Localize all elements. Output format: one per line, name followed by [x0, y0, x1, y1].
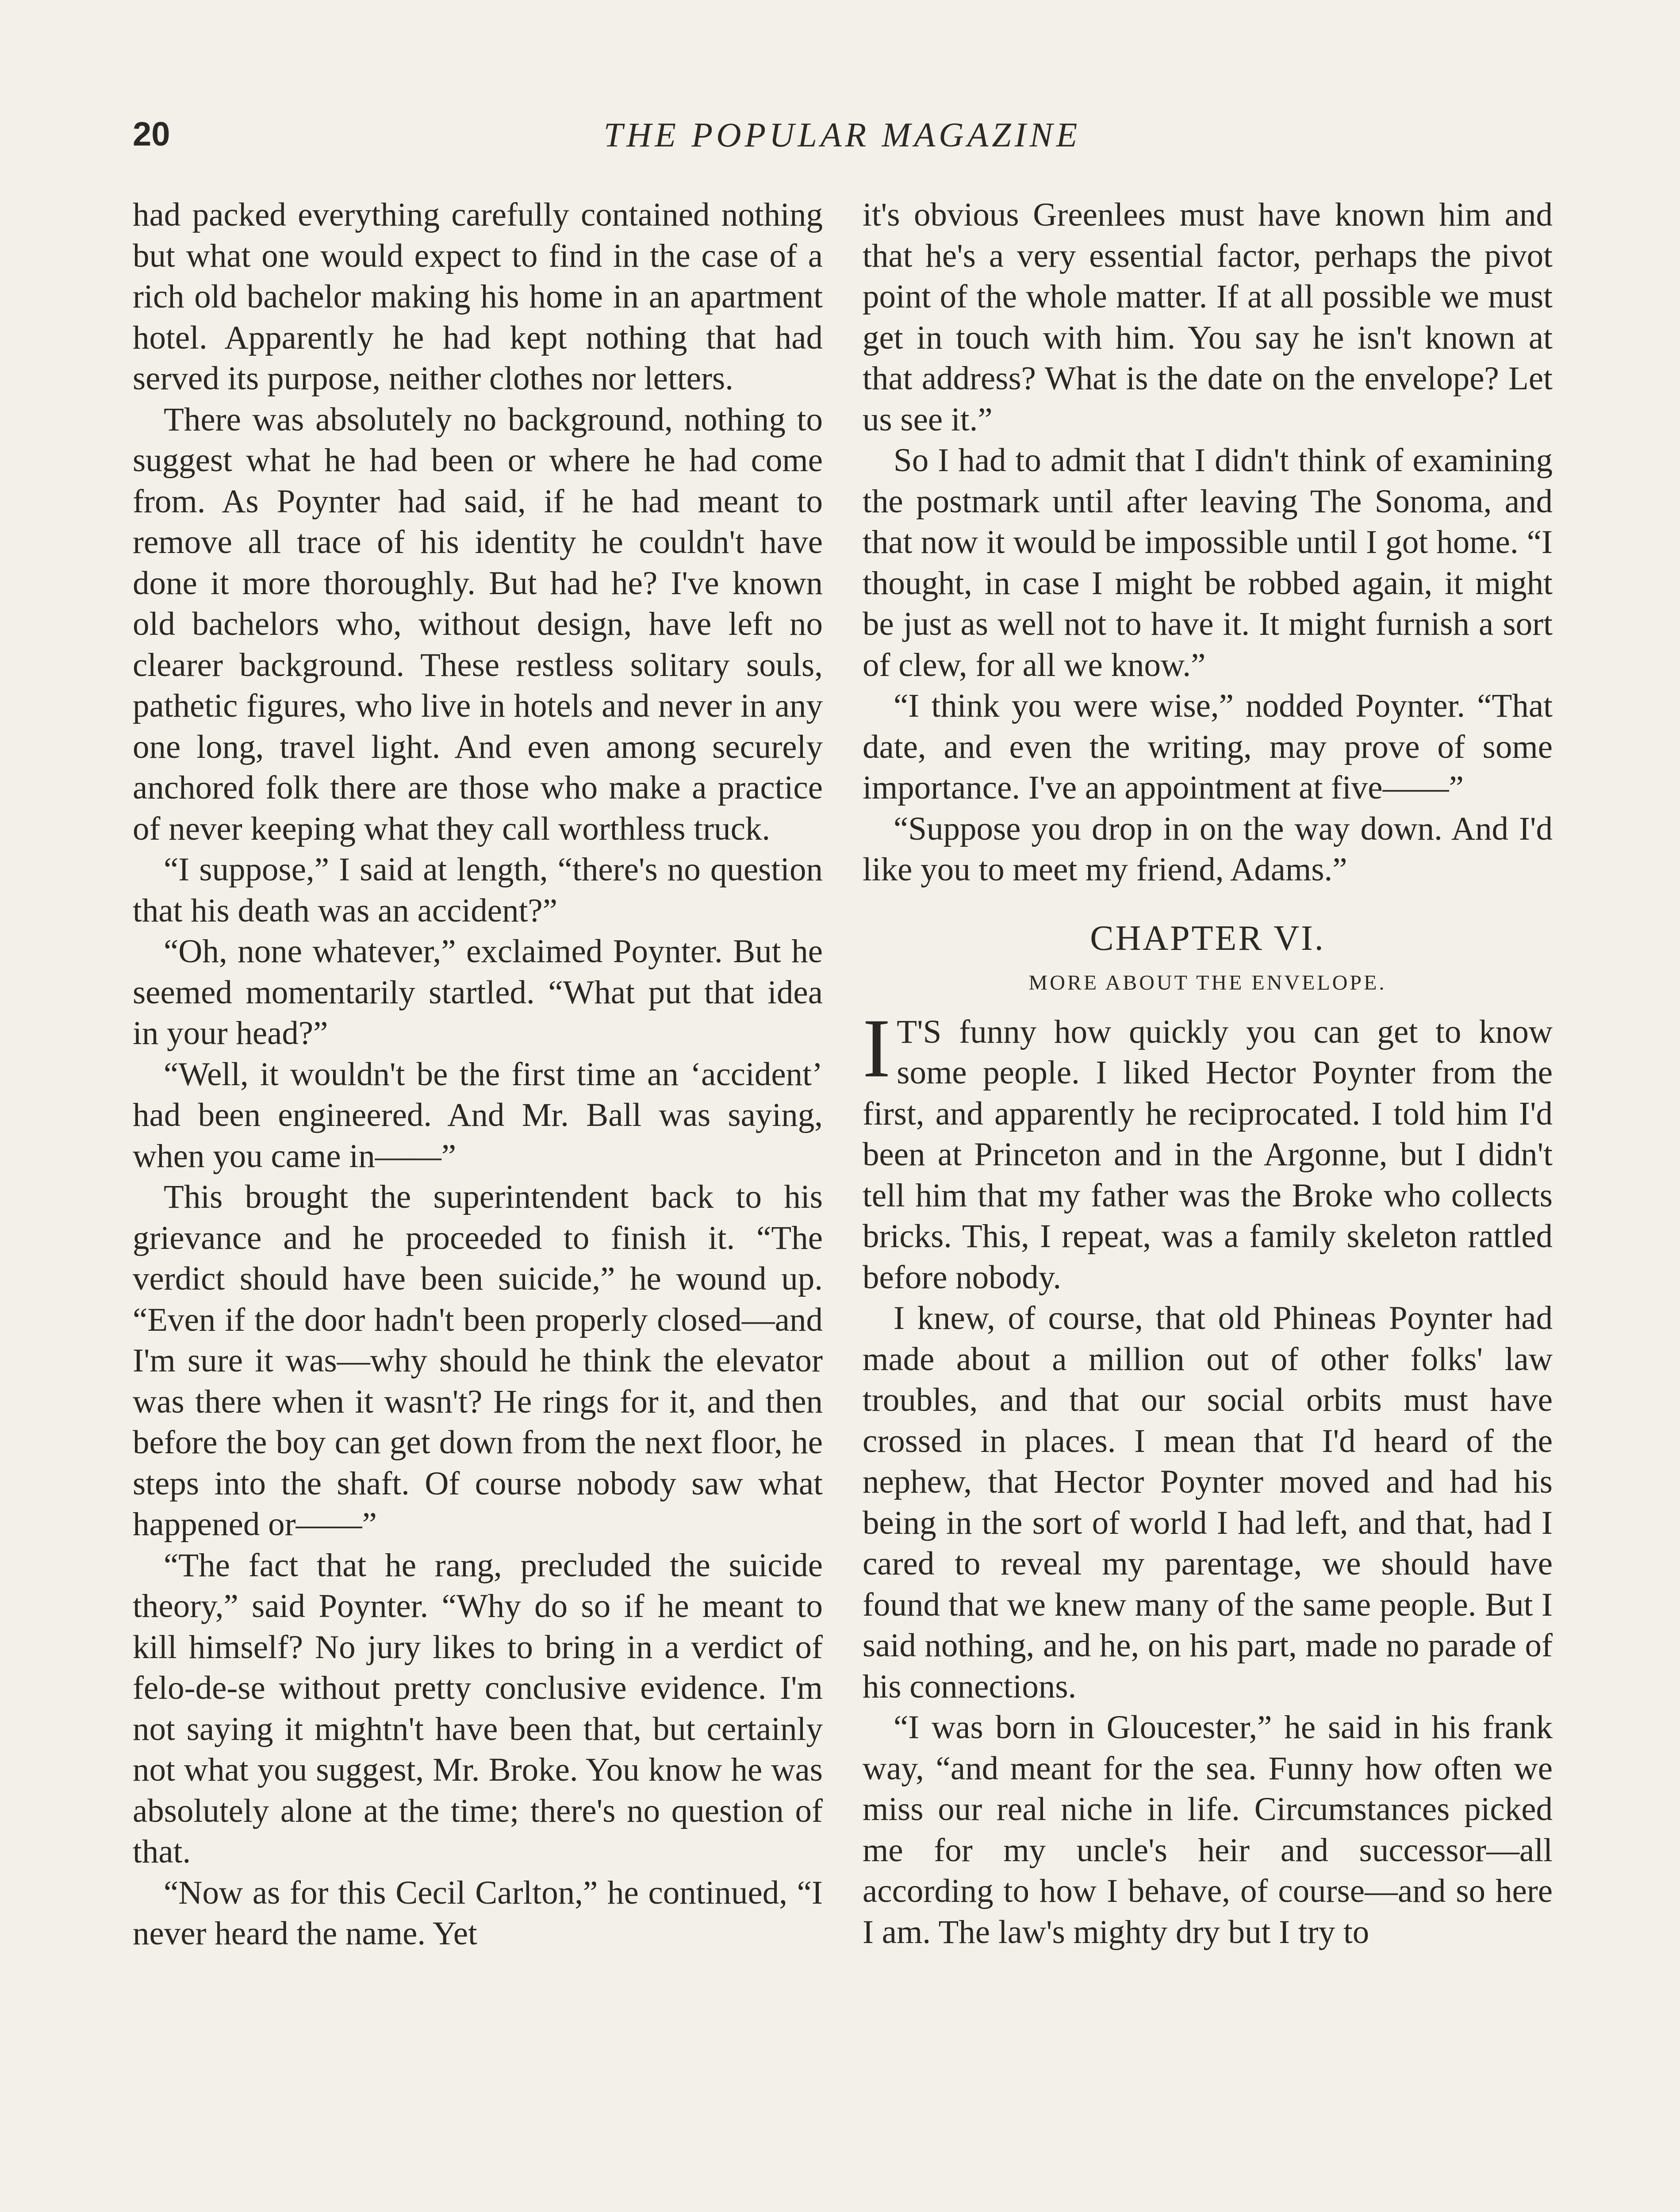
left-paragraph-5: “Well, it wouldn't be the first time an ‘accident’ had been engineered. And Mr. Ball was saying, when you came in——”	[133, 1056, 823, 1175]
right-paragraph-1: it's obvious Greenlees must have known him and that he's a very essential factor, perhaps the pivot point of the whole matter. If at all possible we must get in touch with him. You say he isn't known at that address? What is the date on the envelope? Let us see it.”	[863, 196, 1553, 438]
chapter-title: CHAPTER VI.	[1090, 918, 1325, 958]
left-paragraph-1: had packed everything carefully contained nothing but what one would expect to find in the case of a rich old bachelor making his home in an apartment hotel. Apparently he had kept nothing that had served its purpose, neither clothes nor letters.	[133, 196, 823, 397]
chapter-subtitle: MORE ABOUT THE ENVELOPE.	[1028, 971, 1387, 995]
chapter-opening-paragraph: IT'S funny how quickly you can get to know some people. I liked Hector Poynter from the first, and apparently he reciprocated. I told him I'd been at Princeton and in the Argonne, but I didn't tell him that my father was the Broke who collects bricks. This, I repeat, was a family skeleton rattled before nobody.	[863, 1002, 1553, 1296]
left-paragraph-3: “I suppose,” I said at length, “there's no question that his death was an accident?”	[133, 851, 823, 929]
left-paragraph-7: “The fact that he rang, precluded the suicide theory,” said Poynter. “Why do so if he meant to kill himself? No jury likes to bring in a verdict of felo-de-se without pretty conclusive evidence. I'm not saying it mightn't have been that, but certainly not what you suggest, Mr. Broke. You know he was absolutely alone at the time; there's no question of that.	[133, 1547, 823, 1870]
right-paragraph-7: “I was born in Gloucester,” he said in his frank way, “and meant for the sea. Funny how often we miss our real niche in life. Circumstances picked me for my uncle's heir and successor—all according to how I behave, of course—and so here I am. The law's mighty dry but I try to	[863, 1709, 1553, 1951]
page-number: 20	[133, 115, 170, 153]
left-paragraph-4: “Oh, none whatever,” exclaimed Poynter. But he seemed momentarily startled. “What put that idea in your head?”	[133, 933, 823, 1052]
right-paragraph-4: “Suppose you drop in on the way down. And I'd like you to meet my friend, Adams.”	[863, 810, 1553, 888]
right-paragraph-6: I knew, of course, that old Phineas Poynter had made about a million out of other folks' law troubles, and that our social orbits must have crossed in places. I mean that I'd heard of the nephew, that Hector Poynter moved and had his being in the sort of world I had left, and that, had I cared to reveal my parentage, we should have found that we knew many of the same people. But I said nothing, and he, on his part, made no parade of his connections.	[863, 1300, 1553, 1705]
right-column	[863, 195, 1553, 1953]
page-header	[133, 111, 1552, 164]
right-paragraph-3: “I think you were wise,” nodded Poynter. “That date, and even the writing, may prove of some importance. I've an appointment at five——”	[863, 687, 1553, 806]
left-paragraph-2: There was absolutely no background, nothing to suggest what he had been or where he had come from. As Poynter had said, if he had meant to remove all trace of his identity he couldn't have done it more thoroughly. But had he? I've known old bachelors who, without design, have left no clearer background. These restless solitary souls, pathetic figures, who live in hotels and never in any one long, travel light. And even among securely anchored folk there are those who make a practice of never keeping what they call worthless truck.	[133, 401, 823, 847]
right-paragraph-2: So I had to admit that I didn't think of examining the postmark until after leaving The Sonoma, and that now it would be impossible until I got home. “I thought, in case I might be robbed again, it might be just as well not to have it. It might furnish a sort of clew, for all we know.”	[863, 442, 1553, 684]
left-paragraph-6: This brought the superintendent back to his grievance and he proceeded to finish it. “The verdict should have been suicide,” he wound up. “Even if the door hadn't been properly closed—and I'm sure it was—why should he think the elevator was there when it wasn't? He rings for it, and then before the boy can get down from the next floor, he steps into the shaft. Of course nobody saw what happened or——”	[133, 1179, 823, 1543]
left-column	[133, 195, 823, 1955]
left-paragraph-8: “Now as for this Cecil Carlton,” he continued, “I never heard the name. Yet	[133, 1874, 823, 1952]
running-head: THE POPULAR MAGAZINE	[603, 115, 1081, 154]
